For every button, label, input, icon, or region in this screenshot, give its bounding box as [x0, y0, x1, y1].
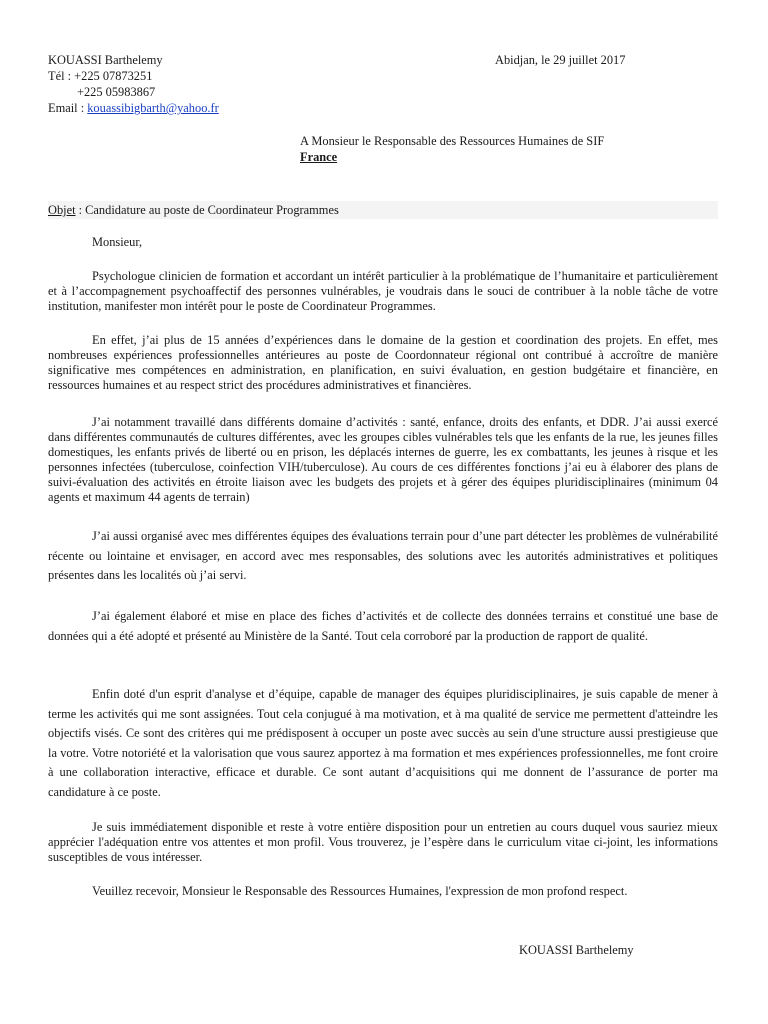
subject-line	[48, 203, 339, 218]
paragraph-1: Psychologue clinicien de formation et accordant un intérêt particulier à la problématique de l’humanitaire et particulièrement et à l’accompagnement psychoaffectif des personnes vulnérables, je voudrais dans le souci de contribuer à la noble tâche de votre institution, manifester mon intérêt pour le poste de Coordinateur Programmes.	[48, 269, 718, 313]
sender-phone-1	[48, 69, 152, 84]
signature: KOUASSI Barthelemy	[519, 943, 634, 957]
place-date: Abidjan, le 29 juillet 2017	[495, 53, 626, 67]
recipient-country: France	[300, 150, 338, 164]
subject-separator: :	[75, 203, 86, 217]
paragraph-2: En effet, j’ai plus de 15 années d’expériences dans le domaine de la gestion et coordination des projets. En effet, mes nombreuses expériences professionnelles antérieures au poste de Coordonnateur régional ont contribué à accroître de manière significative mes compétences en administration, en planification, en suivi évaluation, en gestion budgétaire et financière, en ressources humaines et au respect strict des procédures administratives et financières.	[48, 333, 718, 392]
recipient-line-1: A Monsieur le Responsable des Ressources Humaines de SIF	[300, 134, 605, 148]
recipient-line-2	[300, 150, 337, 165]
sender-email-line	[48, 101, 219, 116]
phone-label: Tél :	[48, 69, 75, 83]
paragraph-6: Enfin doté d'un esprit d'analyse et d’équipe, capable de manager des équipes pluridisciplinaires, je suis capable de mener à terme les activités qui me sont assignées. Tout cela conjugué à ma motivation, et à ma qualité de service me permettent d'atteindre les objectifs visés. Ce sont des critères qui me prédisposent à occuper un poste avec succès au sein d'une structure aussi prestigieuse que la votre. Votre notoriété et la valorisation que vous saurez apportez à ma formation et mes expériences professionnelles, me font croire à une collaboration interactive, efficace et durable. Ce sont autant d’acquisitions qui me donnent de l’assurance de porter ma candidature à ce poste.	[48, 687, 718, 799]
email-link[interactable]: kouassibigbarth@yahoo.fr	[87, 101, 219, 115]
subject-text: Candidature au poste de Coordinateur Programmes	[85, 203, 339, 217]
phone-number-1: +225 07873251	[74, 69, 153, 83]
closing-formula: Veuillez recevoir, Monsieur le Responsable des Ressources Humaines, l'expression de mon profond respect.	[92, 884, 628, 898]
paragraph-4: J’ai aussi organisé avec mes différentes équipes des évaluations terrain pour d’une part détecter les problèmes de vulnérabilité récente ou lointaine et envisager, en accord avec mes responsables, des solutions avec les autorités administratives et politiques présentes dans les localités où j’ai servi.	[48, 529, 718, 582]
sender-name: KOUASSI Barthelemy	[48, 53, 163, 67]
phone-number-2: +225 05983867	[77, 85, 156, 99]
paragraph-7: Je suis immédiatement disponible et reste à votre entière disposition pour un entretien au cours duquel vous sauriez mieux apprécier l'adéquation entre vos attentes et mon profil. Vous trouverez, je l’espère dans le curriculum vitae ci-joint, les informations susceptibles de vous intéresser.	[48, 820, 718, 864]
paragraph-3: J’ai notamment travaillé dans différents domaine d’activités : santé, enfance, droits des enfants, et DDR. J’ai aussi exercé dans différentes communautés de cultures différentes, avec les groupes cibles vulnérables tels que les enfants de la rue, les jeunes filles domestiques, les enfants privés de liberté ou en prison, les déplacés internes de guerre, les ex combattants, les jeunes à risque et les personnes infectées (tuberculose, coinfection VIH/tuberculose). Au cours de ces différentes fonctions j’ai eu à élaborer des plans de suivi-évaluation des activités en étroite liaison avec les budgets des projets et à gérer des équipes pluridisciplinaires (minimum 04 agents et maximum 44 agents de terrain)	[48, 415, 718, 504]
paragraph-5: J’ai également élaboré et mise en place des fiches d’activités et de collecte des données terrains et constitué une base de données qui a été adopté et présenté au Ministère de la Santé. Tout cela corroboré par la production de rapport de qualité.	[48, 609, 718, 643]
salutation: Monsieur,	[92, 235, 143, 249]
subject-label: Objet	[48, 203, 76, 217]
email-label: Email :	[48, 101, 88, 115]
